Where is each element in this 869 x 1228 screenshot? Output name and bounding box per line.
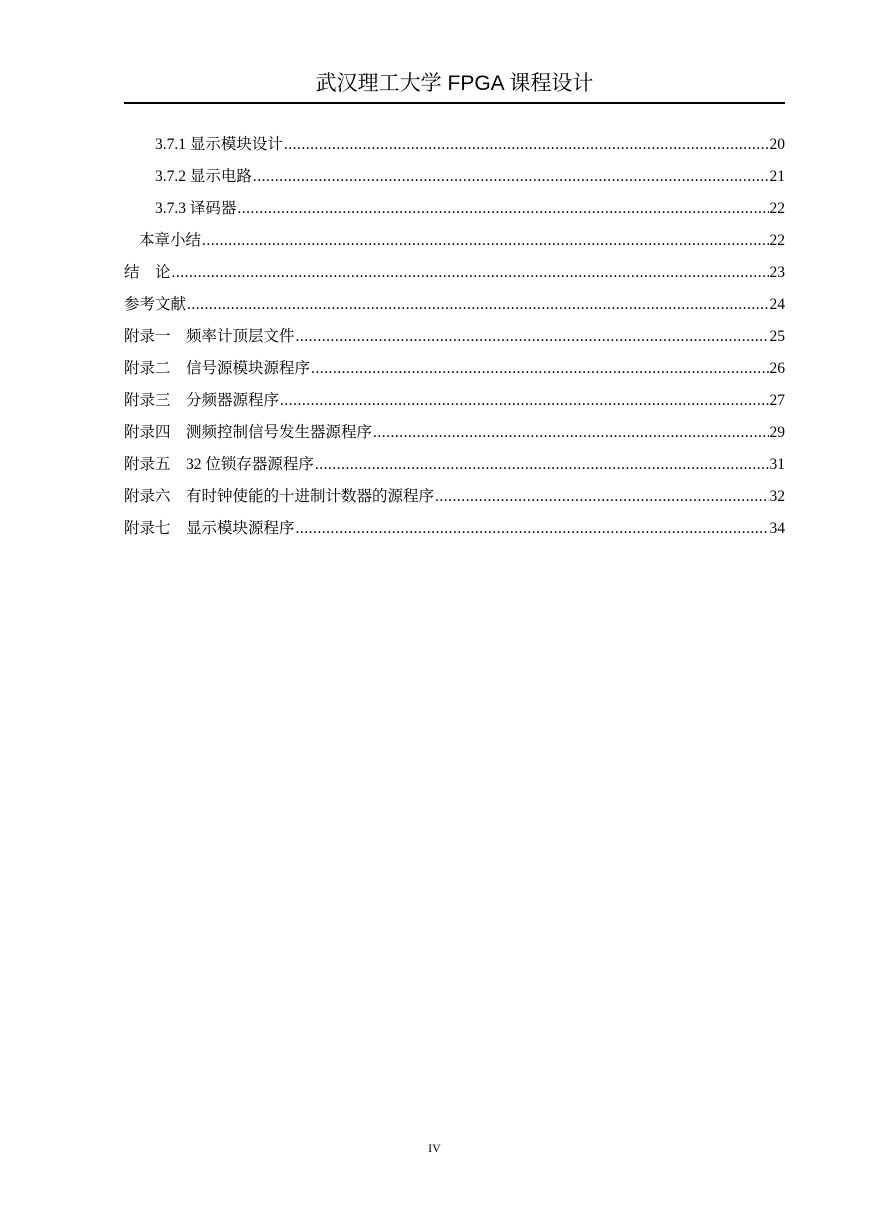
toc-entry[interactable] [124,193,785,225]
toc-leader-dots [172,257,769,289]
toc-leader-dots [296,321,769,353]
toc-entry-label: 参考文献 [124,296,187,313]
toc-entry-label: 附录二 信号源模块源程序 [124,360,311,377]
toc-entry[interactable] [124,289,785,321]
toc-entry-page: 27 [769,392,785,409]
toc-entry-label: 3.7.3 译码器 [155,200,237,217]
toc-leader-dots [253,161,769,193]
toc-entry[interactable] [124,161,785,193]
toc-entry[interactable] [124,225,785,257]
toc-entry-page: 24 [769,296,785,313]
toc-entry[interactable] [124,353,785,385]
toc-entry[interactable] [124,481,785,513]
toc-entry[interactable] [124,449,785,481]
toc-entry-page: 32 [769,488,785,505]
toc-entry-label: 附录一 频率计顶层文件 [124,328,295,345]
toc-leader-dots [202,225,768,257]
toc-entry-page: 25 [769,328,785,345]
toc-entry[interactable] [124,385,785,417]
toc-entry-label: 3.7.2 显示电路 [155,168,252,185]
toc-leader-dots [315,449,769,481]
toc-entry-page: 22 [769,232,785,249]
toc-entry-label: 附录七 显示模块源程序 [124,520,295,537]
toc-entry[interactable] [124,129,785,161]
toc-entry-label: 结 论 [124,264,171,281]
toc-leader-dots [296,513,769,545]
toc-leader-dots [435,481,768,513]
toc-entry-page: 31 [769,456,785,473]
toc-entry[interactable] [124,257,785,289]
toc-entry-label: 本章小结 [139,232,202,249]
toc-entry-page: 22 [769,200,785,217]
toc-entry[interactable] [124,417,785,449]
toc-entry-page: 29 [769,424,785,441]
header-rule [124,102,785,104]
toc-leader-dots [237,193,768,225]
toc-entry-page: 23 [769,264,785,281]
table-of-contents [124,129,785,545]
toc-entry-page: 21 [769,168,785,185]
toc-entry-label: 3.7.1 显示模块设计 [155,136,283,153]
toc-entry-page: 34 [769,520,785,537]
toc-leader-dots [280,385,768,417]
toc-entry-label: 附录三 分频器源程序 [124,392,280,409]
page-header-title: 武汉理工大学 FPGA 课程设计 [315,72,594,95]
toc-entry-page: 20 [769,136,785,153]
toc-entry-label: 附录六 有时钟使能的十进制计数器的源程序 [124,488,435,505]
toc-entry[interactable] [124,321,785,353]
toc-leader-dots [187,289,768,321]
toc-entry[interactable] [124,513,785,545]
toc-entry-page: 26 [769,360,785,377]
toc-leader-dots [373,417,768,449]
page-number: IV [428,1141,441,1155]
toc-entry-label: 附录五 32 位锁存器源程序 [124,456,314,473]
toc-leader-dots [284,129,769,161]
toc-entry-label: 附录四 测频控制信号发生器源程序 [124,424,373,441]
toc-leader-dots [311,353,768,385]
